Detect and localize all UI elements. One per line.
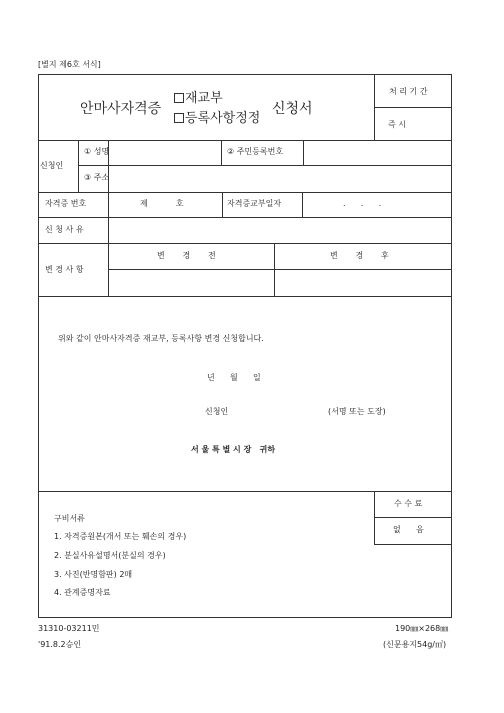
divider: [222, 192, 223, 217]
divider: [38, 192, 452, 193]
form-title-prefix: 안마사자격증: [80, 101, 162, 117]
issue-date-value[interactable]: . . .: [343, 199, 382, 208]
signature-note: (서명 또는 도장): [328, 407, 386, 416]
before-change-header: 변 경 전: [157, 251, 216, 260]
processing-period-value: 즉 시: [388, 120, 406, 129]
divider: [38, 296, 452, 297]
document-item: 2. 분실사유설명서(분실의 경우): [54, 551, 166, 560]
reason-field[interactable]: [109, 218, 451, 242]
divider: [374, 517, 452, 518]
issue-date-label: 자격증교부일자: [227, 199, 282, 208]
address-field[interactable]: [109, 166, 451, 191]
divider: [78, 140, 79, 192]
approval-date: '91.8.2승인: [38, 640, 82, 649]
divider: [374, 107, 452, 108]
divider: [374, 544, 452, 545]
fee-label: 수 수 료: [394, 499, 423, 508]
addressee: 서 울 특 별 시 장 귀하: [191, 445, 276, 454]
correction-checkbox[interactable]: [174, 113, 184, 123]
license-number-label: 자격증 번호: [45, 199, 87, 208]
fee-value: 없 음: [393, 525, 424, 534]
after-change-header: 변 경 후: [330, 251, 389, 260]
declaration-text: 위와 같이 안마사자격증 재교부, 등록사항 변경 신청합니다.: [58, 334, 264, 343]
name-field[interactable]: [109, 141, 220, 164]
option-reissue-label: 재교부: [185, 91, 223, 106]
reason-label: 신 청 사 유: [45, 225, 84, 234]
reissue-checkbox[interactable]: [174, 93, 184, 103]
divider: [302, 192, 303, 217]
document-item: 4. 관계증명자료: [54, 588, 111, 597]
address-label: ③ 주소: [84, 173, 110, 182]
after-change-field[interactable]: [275, 270, 451, 295]
name-label: ① 성명: [84, 147, 110, 156]
divider: [38, 491, 452, 492]
form-number-label: [별지 제6호 서식]: [38, 60, 101, 69]
paper-spec: (신문용지54g/㎡): [383, 640, 447, 649]
before-change-field[interactable]: [109, 270, 273, 295]
option-correction[interactable]: [174, 111, 260, 127]
option-correction-label: 등록사항정정: [185, 111, 261, 126]
document-item: 1. 자격증원본(개서 또는 훼손의 경우): [54, 532, 187, 541]
form-title-suffix: 신청서: [272, 101, 313, 117]
rrn-field[interactable]: [304, 141, 451, 164]
rrn-label: ② 주민등록번호: [227, 147, 284, 156]
processing-period-label: 처 리 기 간: [389, 87, 428, 96]
form-code: 31310-03211민: [38, 624, 100, 633]
signer-label: 신청인: [205, 407, 229, 416]
paper-size: 190㎜×268㎜: [395, 624, 449, 633]
divider: [38, 243, 452, 244]
document-item: 3. 사진(반명함판) 2매: [54, 570, 133, 579]
license-number-value[interactable]: 제 호: [140, 199, 184, 208]
required-documents-title: 구비서류: [54, 514, 85, 523]
option-reissue[interactable]: [174, 91, 223, 107]
changes-label: 변 경 사 항: [45, 265, 84, 274]
divider: [221, 140, 222, 165]
applicant-label: 신청인: [40, 161, 64, 170]
date-line[interactable]: 년 월 일: [207, 373, 261, 382]
